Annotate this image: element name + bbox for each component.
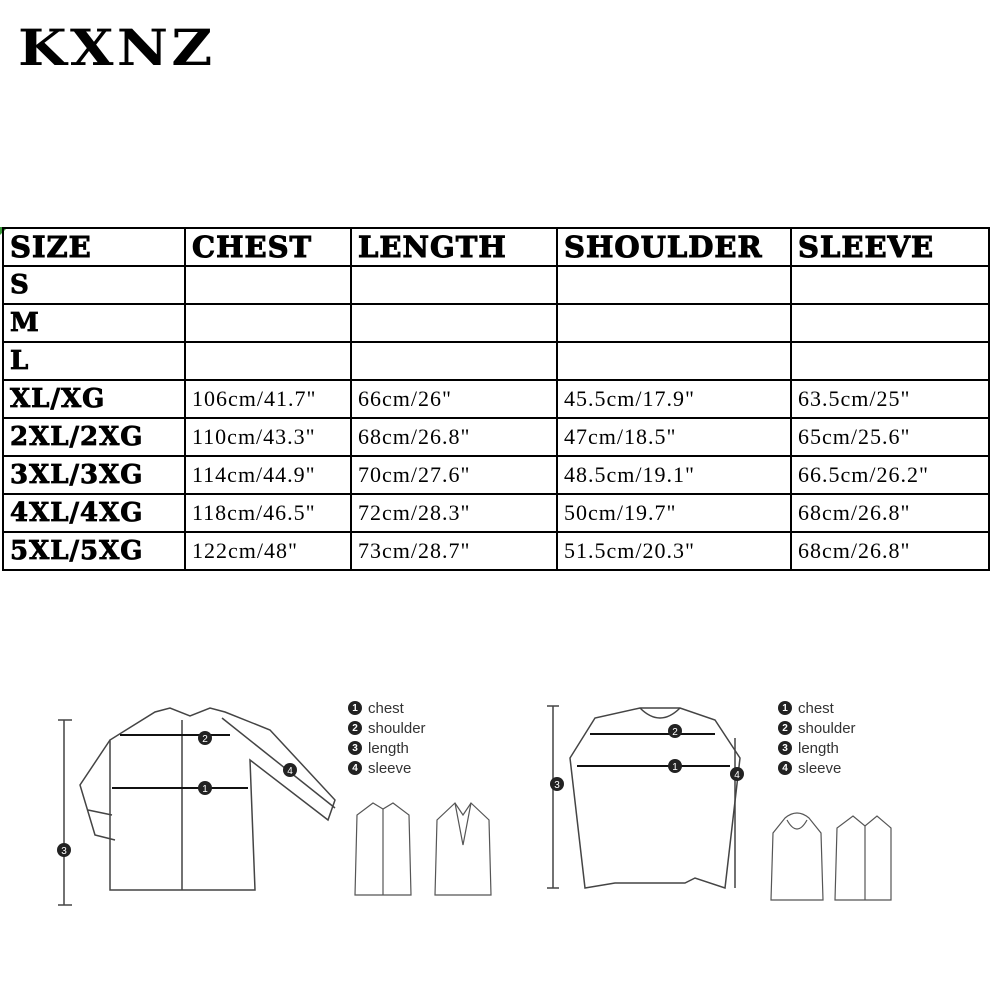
cell-chest bbox=[185, 266, 351, 304]
number-badge-icon: 4 bbox=[348, 761, 362, 775]
number-badge-icon: 4 bbox=[778, 761, 792, 775]
table-row bbox=[3, 456, 989, 494]
cell-shoulder: 45.5cm/17.9" bbox=[557, 380, 791, 418]
legend-right bbox=[778, 698, 856, 778]
legend-item bbox=[778, 718, 856, 738]
cell-size: S bbox=[3, 266, 185, 304]
svg-text:3: 3 bbox=[61, 846, 67, 857]
cell-size: XL/XG bbox=[3, 380, 185, 418]
size-chart-table bbox=[2, 227, 990, 571]
legend-label: chest bbox=[798, 699, 834, 717]
shirt-marker-2 bbox=[198, 731, 212, 745]
cell-length bbox=[351, 342, 557, 380]
cell-length: 70cm/27.6" bbox=[351, 456, 557, 494]
table-row bbox=[3, 342, 989, 380]
cell-shoulder: 50cm/19.7" bbox=[557, 494, 791, 532]
svg-text:4: 4 bbox=[734, 770, 740, 781]
legend-item bbox=[348, 718, 426, 738]
shirt-marker-1 bbox=[198, 781, 212, 795]
cell-size: M bbox=[3, 304, 185, 342]
number-badge-icon: 1 bbox=[778, 701, 792, 715]
table-row bbox=[3, 418, 989, 456]
cell-length: 68cm/26.8" bbox=[351, 418, 557, 456]
cell-length: 66cm/26" bbox=[351, 380, 557, 418]
sweater-marker-1 bbox=[668, 759, 682, 773]
header-shoulder: SHOULDER bbox=[557, 228, 791, 266]
sweater-diagram bbox=[545, 698, 765, 898]
legend-label: length bbox=[368, 739, 409, 757]
cell-size: 4XL/4XG bbox=[3, 494, 185, 532]
cell-shoulder bbox=[557, 266, 791, 304]
header-chest: CHEST bbox=[185, 228, 351, 266]
cell-length bbox=[351, 266, 557, 304]
sweater-marker-4 bbox=[730, 767, 744, 781]
legend-label: shoulder bbox=[798, 719, 856, 737]
cell-chest: 118cm/46.5" bbox=[185, 494, 351, 532]
table-row bbox=[3, 494, 989, 532]
cell-length: 73cm/28.7" bbox=[351, 532, 557, 570]
legend-left bbox=[348, 698, 426, 778]
cell-length: 72cm/28.3" bbox=[351, 494, 557, 532]
number-badge-icon: 3 bbox=[348, 741, 362, 755]
header-length: LENGTH bbox=[351, 228, 557, 266]
cell-size: 3XL/3XG bbox=[3, 456, 185, 494]
cell-sleeve: 68cm/26.8" bbox=[791, 532, 989, 570]
cell-shoulder: 47cm/18.5" bbox=[557, 418, 791, 456]
header-sleeve: SLEEVE bbox=[791, 228, 989, 266]
svg-text:3: 3 bbox=[554, 780, 560, 791]
jacket-icons-left bbox=[345, 795, 505, 905]
table-row bbox=[3, 532, 989, 570]
legend-label: shoulder bbox=[368, 719, 426, 737]
cell-sleeve bbox=[791, 266, 989, 304]
cell-chest bbox=[185, 342, 351, 380]
cell-sleeve bbox=[791, 342, 989, 380]
shirt-diagram bbox=[50, 690, 350, 910]
cell-sleeve: 63.5cm/25" bbox=[791, 380, 989, 418]
table-body bbox=[3, 266, 989, 570]
cell-sleeve bbox=[791, 304, 989, 342]
cell-chest: 106cm/41.7" bbox=[185, 380, 351, 418]
legend-label: sleeve bbox=[368, 759, 412, 777]
legend-item bbox=[348, 758, 426, 778]
table-header-row bbox=[3, 228, 989, 266]
cell-length bbox=[351, 304, 557, 342]
brand-logo: KXNZ bbox=[18, 18, 216, 77]
hoodie-cardigan-icons bbox=[765, 808, 895, 908]
cell-shoulder: 48.5cm/19.1" bbox=[557, 456, 791, 494]
cell-size: 5XL/5XG bbox=[3, 532, 185, 570]
cell-chest bbox=[185, 304, 351, 342]
number-badge-icon: 2 bbox=[778, 721, 792, 735]
cell-sleeve: 68cm/26.8" bbox=[791, 494, 989, 532]
cell-chest: 122cm/48" bbox=[185, 532, 351, 570]
cell-sleeve: 66.5cm/26.2" bbox=[791, 456, 989, 494]
cell-shoulder bbox=[557, 304, 791, 342]
sweater-marker-3 bbox=[550, 777, 564, 791]
cell-chest: 114cm/44.9" bbox=[185, 456, 351, 494]
table-row bbox=[3, 304, 989, 342]
svg-text:1: 1 bbox=[672, 762, 678, 773]
shirt-marker-3 bbox=[57, 843, 71, 857]
sweater-marker-2 bbox=[668, 724, 682, 738]
header-size: SIZE bbox=[3, 228, 185, 266]
shirt-marker-4 bbox=[283, 763, 297, 777]
legend-item bbox=[778, 698, 856, 718]
legend-item bbox=[778, 738, 856, 758]
legend-item bbox=[348, 738, 426, 758]
svg-text:2: 2 bbox=[202, 734, 208, 745]
legend-label: chest bbox=[368, 699, 404, 717]
legend-item bbox=[778, 758, 856, 778]
number-badge-icon: 1 bbox=[348, 701, 362, 715]
cell-size: L bbox=[3, 342, 185, 380]
legend-label: sleeve bbox=[798, 759, 842, 777]
number-badge-icon: 3 bbox=[778, 741, 792, 755]
cell-shoulder bbox=[557, 342, 791, 380]
table-row bbox=[3, 380, 989, 418]
table-row bbox=[3, 266, 989, 304]
cell-chest: 110cm/43.3" bbox=[185, 418, 351, 456]
cell-shoulder: 51.5cm/20.3" bbox=[557, 532, 791, 570]
cell-sleeve: 65cm/25.6" bbox=[791, 418, 989, 456]
legend-label: length bbox=[798, 739, 839, 757]
cell-size: 2XL/2XG bbox=[3, 418, 185, 456]
svg-text:1: 1 bbox=[202, 784, 208, 795]
legend-item bbox=[348, 698, 426, 718]
svg-text:2: 2 bbox=[672, 727, 678, 738]
number-badge-icon: 2 bbox=[348, 721, 362, 735]
svg-text:4: 4 bbox=[287, 766, 293, 777]
